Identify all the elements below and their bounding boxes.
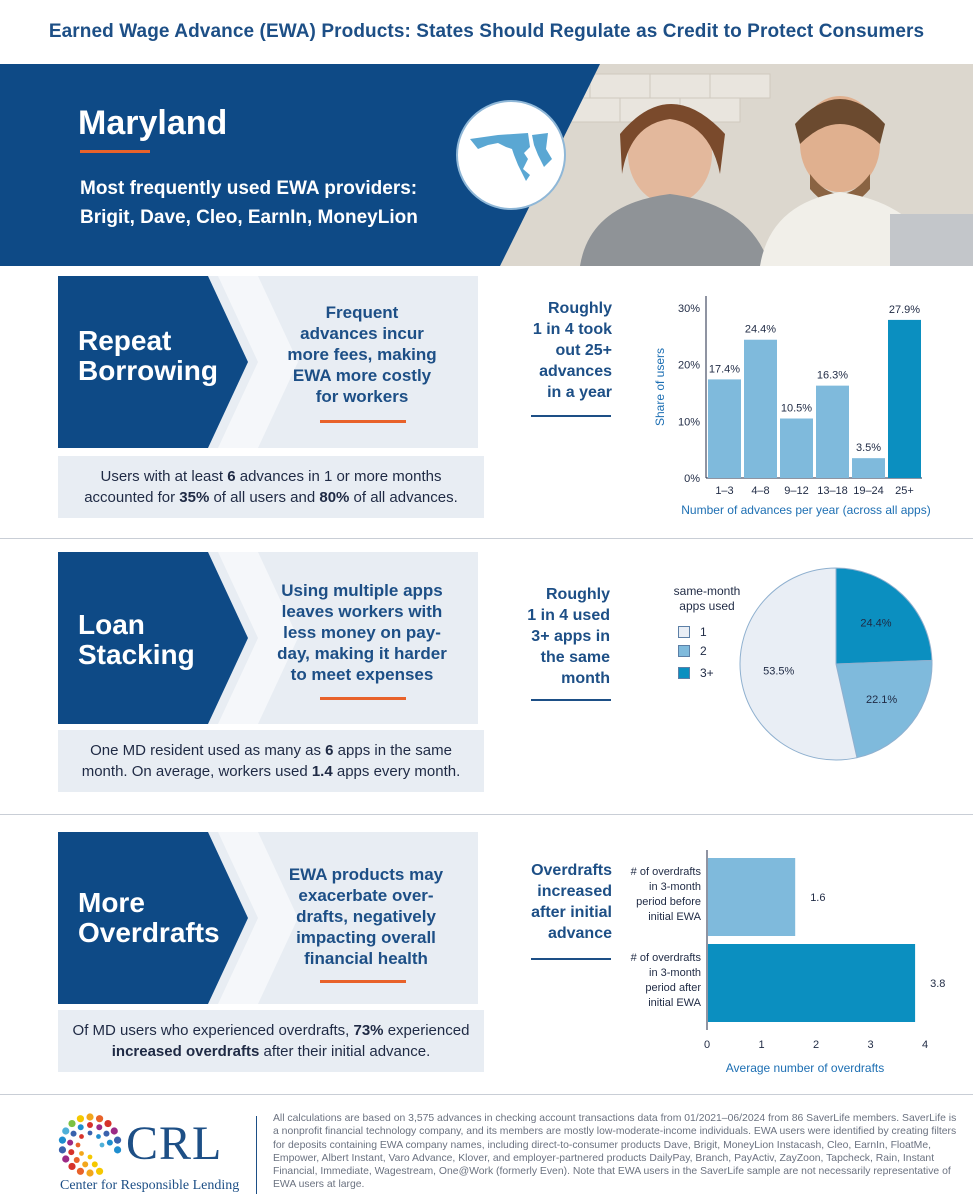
logo-dot (96, 1115, 103, 1122)
note-line-1 (82, 740, 461, 761)
stat-line: out 25+ (555, 342, 612, 359)
note-text: month. On average, workers used (81, 763, 312, 780)
logo-dot (68, 1163, 75, 1170)
bar-value-label: 3.5% (855, 442, 882, 455)
bar (888, 320, 921, 478)
logo-dot (86, 1113, 93, 1120)
logo-dot (79, 1134, 84, 1139)
stat-line: the same (540, 649, 610, 666)
logo-dot (96, 1124, 102, 1130)
logo-dot (78, 1124, 84, 1130)
logo-dot (103, 1131, 109, 1137)
bar-value-label: 10.5% (780, 402, 813, 415)
desc-line: impacting overall (296, 928, 436, 947)
note-emphasis: 73% (353, 1022, 384, 1039)
logo-dot (96, 1134, 101, 1139)
section-title (78, 888, 220, 948)
stat-line: advance (547, 925, 612, 942)
crl-logo-icon (56, 1112, 128, 1178)
bar (708, 944, 915, 1022)
bar (780, 419, 813, 479)
x-tick-label: 25+ (895, 485, 914, 497)
legend-item (678, 625, 707, 639)
note-text: after their initial advance. (259, 1043, 431, 1060)
x-tick-label: 9–12 (784, 485, 809, 497)
pie-value-label: 22.1% (866, 694, 898, 707)
logo-dot (96, 1168, 103, 1175)
section-title-line-1: Repeat (78, 325, 172, 356)
x-axis-title: Number of advances per year (across all apps) (681, 503, 931, 517)
note-line-2 (84, 487, 458, 508)
logo-dot (59, 1146, 66, 1153)
legend-item (678, 644, 707, 658)
section-title-line-1: Loan (78, 609, 145, 640)
desc-line: to meet expenses (290, 665, 434, 684)
logo-dot (77, 1168, 84, 1175)
category-labels (631, 866, 702, 1009)
stacking-stat (510, 584, 610, 689)
note-text: apps every month. (332, 763, 461, 780)
section-title-line-1: More (78, 887, 145, 918)
page-title: Earned Wage Advance (EWA) Products: States Should Regulate as Credit to Protect Consumers (48, 21, 925, 42)
section-divider (0, 1094, 973, 1095)
x-ticks (704, 1039, 928, 1051)
x-tick-label: 1–3 (715, 485, 734, 497)
note-text: apps in the same (333, 742, 452, 759)
desc-line: day, making it harder (277, 644, 447, 663)
desc-line: EWA more costly (292, 366, 432, 385)
bar-value-label: 16.3% (816, 369, 849, 382)
logo-dot (67, 1140, 73, 1146)
logo-dot (92, 1161, 98, 1167)
y-tick-label: 0% (684, 473, 700, 485)
stat-line: 1 in 4 took (532, 321, 612, 338)
advances-bar-chart (650, 292, 950, 524)
note-text: accounted for (84, 489, 180, 506)
description-underline (320, 420, 406, 423)
description-underline (320, 980, 406, 983)
logo-dot (82, 1161, 88, 1167)
desc-line: more fees, making (287, 345, 437, 364)
bar-value-label: 3.8 (930, 978, 946, 990)
org-full-name: Center for Responsible Lending (60, 1178, 240, 1193)
logo-dot (111, 1127, 118, 1134)
section-title-line-2: Borrowing (78, 355, 218, 386)
stat-line: Roughly (546, 586, 610, 603)
stat-underline (531, 415, 611, 417)
logo-dot (114, 1146, 121, 1153)
note-emphasis: 1.4 (311, 763, 333, 780)
desc-line: financial health (304, 949, 428, 968)
category-label-line: # of overdrafts (630, 952, 701, 964)
overdrafts-description (268, 864, 464, 969)
legend-swatch (678, 645, 690, 657)
category-label-line: initial EWA (648, 997, 701, 1009)
bar-value-label: 1.6 (810, 892, 826, 904)
section-divider (0, 538, 973, 539)
section-title (78, 326, 218, 386)
pie-slice (836, 568, 932, 664)
desc-line: Frequent (325, 303, 399, 322)
note-text: of all users and (209, 489, 320, 506)
desc-line: for workers (315, 387, 409, 406)
y-ticks (678, 303, 700, 485)
providers-line-1: Most frequently used EWA providers: (80, 178, 418, 199)
stat-line: advances (539, 363, 612, 380)
logo-dot (107, 1140, 113, 1146)
logo-dot (104, 1120, 111, 1127)
desc-line: less money on pay- (283, 623, 441, 642)
y-tick-label: 20% (677, 359, 700, 372)
logo-dot (88, 1155, 93, 1160)
logo-dot (59, 1137, 66, 1144)
x-tick-label: 1 (758, 1039, 765, 1051)
category-label-line: period after (645, 982, 701, 994)
stat-underline (531, 958, 611, 960)
logo-dot (77, 1115, 84, 1122)
stat-line: 1 in 4 used (527, 607, 610, 624)
desc-line: Using multiple apps (281, 581, 443, 600)
pie-slices (740, 568, 932, 760)
overdrafts-bar-chart (620, 850, 960, 1082)
providers-text (80, 174, 418, 232)
hero-banner (0, 64, 973, 266)
bar (744, 340, 777, 478)
y-axis-title: Share of users (653, 347, 667, 427)
logo-dot (88, 1131, 93, 1136)
section-title (78, 610, 195, 670)
overdrafts-stat (508, 860, 612, 944)
section-divider (0, 814, 973, 815)
bar-value-label: 17.4% (708, 363, 741, 376)
desc-line: leaves workers with (281, 602, 443, 621)
y-tick-label: 10% (677, 416, 700, 429)
category-label-line: initial EWA (648, 911, 701, 923)
repeat-stat (512, 298, 612, 403)
logo-dot (87, 1122, 93, 1128)
maryland-map-icon (456, 100, 566, 210)
title-underline (80, 150, 150, 153)
note-emphasis: 6 (227, 468, 236, 485)
bar-value-label: 27.9% (888, 303, 921, 316)
note-emphasis: 6 (325, 742, 334, 759)
bar (852, 458, 885, 478)
desc-line: exacerbate over- (298, 886, 434, 905)
legend-label: 3+ (700, 666, 714, 680)
x-tick-label: 0 (703, 1039, 711, 1051)
note-line-1 (73, 1020, 470, 1041)
legend-title-line: same-month (673, 584, 741, 598)
stacking-description (262, 580, 462, 685)
stat-line: Roughly (548, 300, 612, 317)
note-line-2 (73, 1041, 470, 1062)
x-tick-label: 3 (867, 1039, 874, 1051)
x-tick-label: 4–8 (751, 485, 770, 497)
bar (816, 386, 849, 478)
logo-dot (62, 1127, 69, 1134)
bar (708, 379, 741, 478)
apps-pie-chart (736, 564, 936, 764)
logo-dot (68, 1149, 74, 1155)
repeat-note (58, 456, 484, 518)
legend-label: 1 (700, 625, 707, 639)
note-emphasis: 35% (179, 489, 210, 506)
providers-line-2: Brigit, Dave, Cleo, EarnIn, MoneyLion (80, 207, 418, 228)
bars (708, 858, 945, 1022)
stat-line: Overdrafts (531, 862, 612, 879)
note-emphasis: increased overdrafts (111, 1043, 260, 1060)
org-logo-text: CRL (126, 1117, 223, 1170)
note-text: Users with at least (100, 468, 228, 485)
bars (708, 304, 921, 497)
legend-title-line: apps used (679, 599, 735, 613)
y-tick-label: 30% (677, 303, 700, 315)
note-emphasis: 80% (319, 489, 350, 506)
repeat-description (272, 302, 452, 407)
desc-line: EWA products may (288, 865, 444, 884)
logo-dot (79, 1151, 84, 1156)
category-label-line: period before (636, 896, 701, 908)
logo-dot (100, 1143, 105, 1148)
x-axis-title: Average number of overdrafts (725, 1061, 885, 1075)
legend-label: 2 (700, 644, 707, 658)
logo-dot (76, 1143, 81, 1148)
legend-swatch (678, 626, 690, 638)
description-underline (320, 697, 406, 700)
logo-dot (71, 1131, 77, 1137)
pie-value-label: 24.4% (860, 617, 892, 630)
note-line-2 (82, 761, 461, 782)
logo-dot (68, 1120, 75, 1127)
category-label-line: in 3-month (649, 881, 701, 893)
logo-dot (114, 1137, 121, 1144)
methodology-note: All calculations are based on 3,575 advances in checking account transactions data from 01/2021–06/2024 from 86 SaverLife members. SaverLife is a nonprofit financial technology company, and its members are mostly low-moderate-income individuals. EWA users were identified by creating filters for deposits containing EWA company names, including direct-to-consumer products Dave, Brigit, MoneyLion Instacash, Cleo, EarnIn, FloatMe, Empower, Albert Instant, Varo Advance, Klover, and employer-partnered products DailyPay, Branch, PayActiv, ZayZoon, Tapcheck, Rain, Instant Financial, Immediate, Wagestream, One@Work (formerly Even). Note that EWA users in the SaverLife sample are not necessarily representative of EWA users at large. (273, 1113, 957, 1191)
note-text: of all advances. (349, 489, 458, 506)
bar (708, 858, 795, 936)
footer-divider (256, 1116, 257, 1194)
note-text: experienced (383, 1022, 470, 1039)
pie-value-label: 53.5% (763, 665, 795, 678)
logo-dot (62, 1155, 69, 1162)
logo-dot (86, 1169, 93, 1176)
x-tick-label: 4 (921, 1039, 929, 1051)
stat-line: month (561, 670, 610, 687)
state-name: Maryland (78, 104, 228, 142)
desc-line: advances incur (300, 324, 424, 343)
x-tick-label: 13–18 (817, 485, 848, 497)
note-text: Of MD users who experienced overdrafts, (72, 1022, 354, 1039)
category-label-line: in 3-month (649, 967, 701, 979)
logo-dot (74, 1157, 80, 1163)
stacking-note (58, 730, 484, 792)
note-text: One MD resident used as many as (90, 742, 326, 759)
x-tick-label: 19–24 (853, 485, 884, 497)
stat-line: 3+ apps in (531, 628, 610, 645)
note-text: advances in 1 or more months (235, 468, 442, 485)
x-tick-label: 2 (812, 1039, 820, 1051)
stat-line: increased (537, 883, 612, 900)
stat-line: after initial (531, 904, 612, 921)
section-title-line-2: Stacking (78, 639, 195, 670)
legend-swatch (678, 667, 690, 679)
category-label-line: # of overdrafts (630, 866, 701, 878)
section-title-line-2: Overdrafts (78, 917, 220, 948)
desc-line: drafts, negatively (296, 907, 436, 926)
stat-line: in a year (547, 384, 612, 401)
bar-value-label: 24.4% (744, 323, 777, 336)
note-line-1 (84, 466, 458, 487)
legend-item (678, 666, 714, 680)
stat-underline (531, 699, 611, 701)
overdrafts-note (58, 1010, 484, 1072)
